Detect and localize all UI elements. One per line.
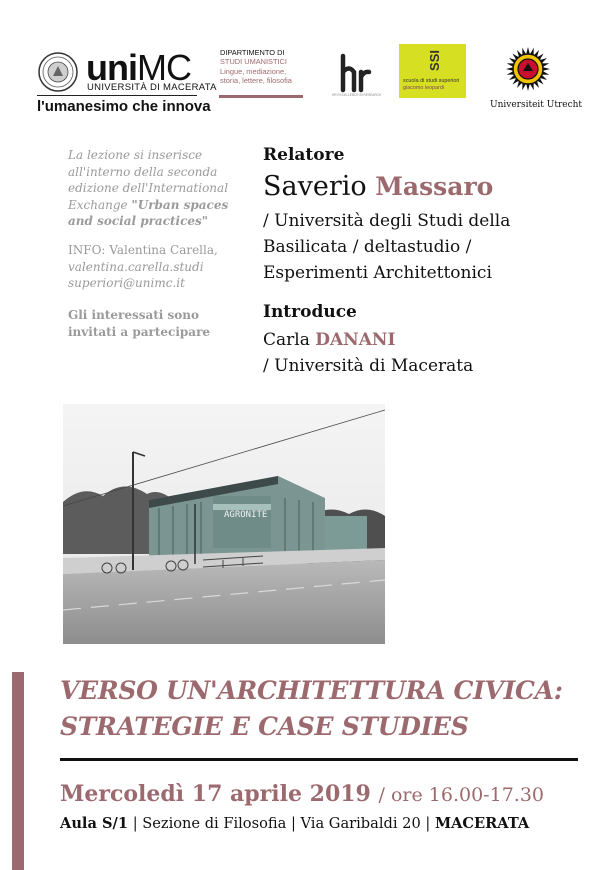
separator: | [425,815,431,832]
title-divider [60,758,578,761]
ssi-logo-line1: scuola di studi superiori [403,78,460,84]
unimc-tagline: l'umanesimo che innova [37,98,211,115]
speaker-surname: Massaro [375,172,494,201]
sun-ray [526,84,530,91]
separator: | [290,815,296,832]
ssi-logo-mark: SSI [427,50,442,71]
contact-info [68,242,218,292]
speaker-label: Relatore [263,145,345,165]
note-bold-1: "Urban spaces [131,197,229,212]
lecture-title-line2: STRATEGIE E CASE STUDIES [60,712,469,741]
ssi-logo-line2: giacomo leopardi [403,85,445,91]
contact-label: INFO: Valentina Carella, [68,243,218,257]
separator: | [132,815,138,832]
lecture-title-line1: VERSO UN'ARCHITETTURA CIVICA: [60,676,563,705]
sun-ray [526,47,530,54]
event-date-text: Mercoledì 17 aprile 2019 [60,781,371,807]
note-line: Exchange [68,197,128,212]
note-line: all'interno della seconda [68,164,218,179]
affiliation-line: Esperimenti Architettonici [263,263,492,283]
unimc-brand-mc: MC [136,47,191,88]
sun-ray [506,67,513,71]
note-bold-2: and social practices" [68,214,209,228]
introducer-name [263,330,395,350]
introducer-affiliation: / Università di Macerata [263,356,474,376]
hr-excellence-icon [335,52,375,94]
contact-email-1: valentina.carella.studi [68,259,204,274]
invite-line-1: Gli interessati sono [68,308,200,322]
sun-ray [543,67,550,71]
unimc-subtitle: UNIVERSITÀ DI MACERATA [87,82,217,93]
event-room: Aula S/1 [60,815,129,832]
dsu-line3: Lingue, mediazione, [220,67,287,76]
introducer-label: Introduce [263,302,357,322]
affiliation-line: / Università degli Studi della [263,211,511,231]
dsu-line2: STUDI UMANISTICI [220,57,287,66]
note-line: edizione dell'International [68,181,229,195]
introducer-first-name: Carla [263,330,310,350]
speaker-first-name: Saverio [263,171,367,202]
dsu-line1: DIPARTIMENTO DI [220,48,285,57]
note-line: La lezione si inserisce [68,148,203,162]
dsu-line4: storia, lettere, filosofia [220,76,292,85]
speaker-affiliation [263,208,510,286]
event-address: Via Garibaldi 20 [300,815,421,832]
speaker-name [263,171,493,202]
event-location [60,815,529,832]
event-note [68,147,228,230]
building-sign: AGRONITE [224,510,268,520]
event-date [60,781,544,807]
invitation [68,307,210,340]
tagline-divider [37,95,197,96]
accent-side-bar [12,672,24,870]
event-city: MACERATA [434,815,530,832]
utrecht-name: Universiteit Utrecht [490,100,583,110]
contact-email-2: superiori@unimc.it [68,276,185,290]
affiliation-line: Basilicata / deltastudio / [263,237,472,257]
unimc-logo-wordmark [86,47,191,88]
event-time: / ore 16.00-17.30 [378,784,544,806]
hr-caption: HR EXCELLENCE IN RESEARCH [332,93,382,97]
event-section: Sezione di Filosofia [142,815,287,832]
utrecht-sun-icon [505,46,551,92]
dsu-logo-text [220,67,292,85]
street-building-photo [63,404,385,644]
dsu-logo-heading [220,48,287,66]
invite-line-2: invitati a partecipare [68,324,211,339]
introducer-surname: DANANI [315,330,396,350]
unimc-brand-uni: uni [86,47,137,88]
dsu-logo-bar [219,95,303,98]
unimc-seal-icon [38,52,78,92]
